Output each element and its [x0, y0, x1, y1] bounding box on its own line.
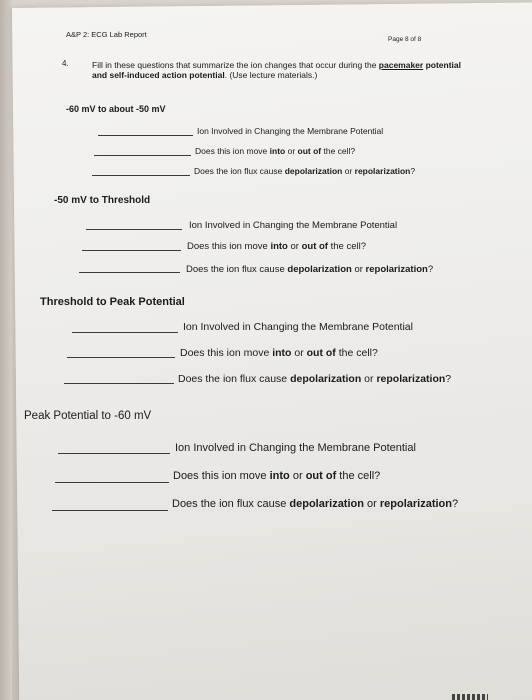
question-ion: Ion Involved in Changing the Membrane Potential	[183, 321, 413, 333]
answer-blank-ion[interactable]	[86, 229, 182, 230]
question-flux: Does the ion flux cause depolarization or repolarization?	[194, 166, 416, 176]
answer-blank-flux[interactable]	[79, 272, 180, 273]
answer-blank-flux[interactable]	[64, 383, 174, 384]
question-ion: Ion Involved in Changing the Membrane Potential	[175, 442, 416, 454]
answer-blank-ion[interactable]	[72, 332, 178, 333]
report-title: A&P 2: ECG Lab Report	[66, 30, 147, 39]
page-number: Page 8 of 8	[388, 36, 422, 43]
question-direction: Does this ion move into or out of the cell?	[180, 347, 378, 359]
section-title: -50 mV to Threshold	[54, 195, 151, 206]
intro-prefix: Fill in these questions that summarize the ion changes that occur during the	[92, 60, 379, 70]
answer-blank-direction[interactable]	[94, 155, 191, 156]
question-ion: Ion Involved in Changing the Membrane Potential	[189, 220, 398, 231]
intro-bold: potential and self-induced action potential	[92, 60, 461, 80]
answer-blank-ion[interactable]	[98, 135, 193, 136]
answer-blank-direction[interactable]	[55, 482, 169, 483]
intro-suffix: . (Use lecture materials.)	[224, 69, 318, 80]
question-number: 4.	[62, 59, 69, 68]
answer-blank-direction[interactable]	[82, 250, 181, 251]
question-flux: Does the ion flux cause depolarization or repolarization?	[186, 264, 434, 275]
question-flux: Does the ion flux cause depolarization or repolarization?	[172, 498, 459, 510]
question-direction: Does this ion move into or out of the cell?	[195, 146, 356, 156]
answer-blank-direction[interactable]	[67, 357, 175, 358]
question-flux: Does the ion flux cause depolarization or repolarization?	[178, 373, 452, 385]
intro-pacemaker: pacemaker	[378, 60, 424, 70]
answer-blank-flux[interactable]	[92, 175, 190, 176]
section-title: Threshold to Peak Potential	[40, 296, 185, 308]
paper-edge	[0, 0, 12, 700]
section-title: Peak Potential to -60 mV	[24, 410, 152, 422]
question-ion: Ion Involved in Changing the Membrane Potential	[197, 126, 384, 136]
question-intro	[92, 61, 472, 80]
page-corner-marks	[452, 694, 488, 700]
question-direction: Does this ion move into or out of the cell?	[173, 470, 381, 482]
answer-blank-ion[interactable]	[58, 453, 170, 454]
question-direction: Does this ion move into or out of the cell?	[187, 241, 367, 252]
section-title: -60 mV to about -50 mV	[66, 104, 166, 114]
answer-blank-flux[interactable]	[52, 510, 168, 511]
